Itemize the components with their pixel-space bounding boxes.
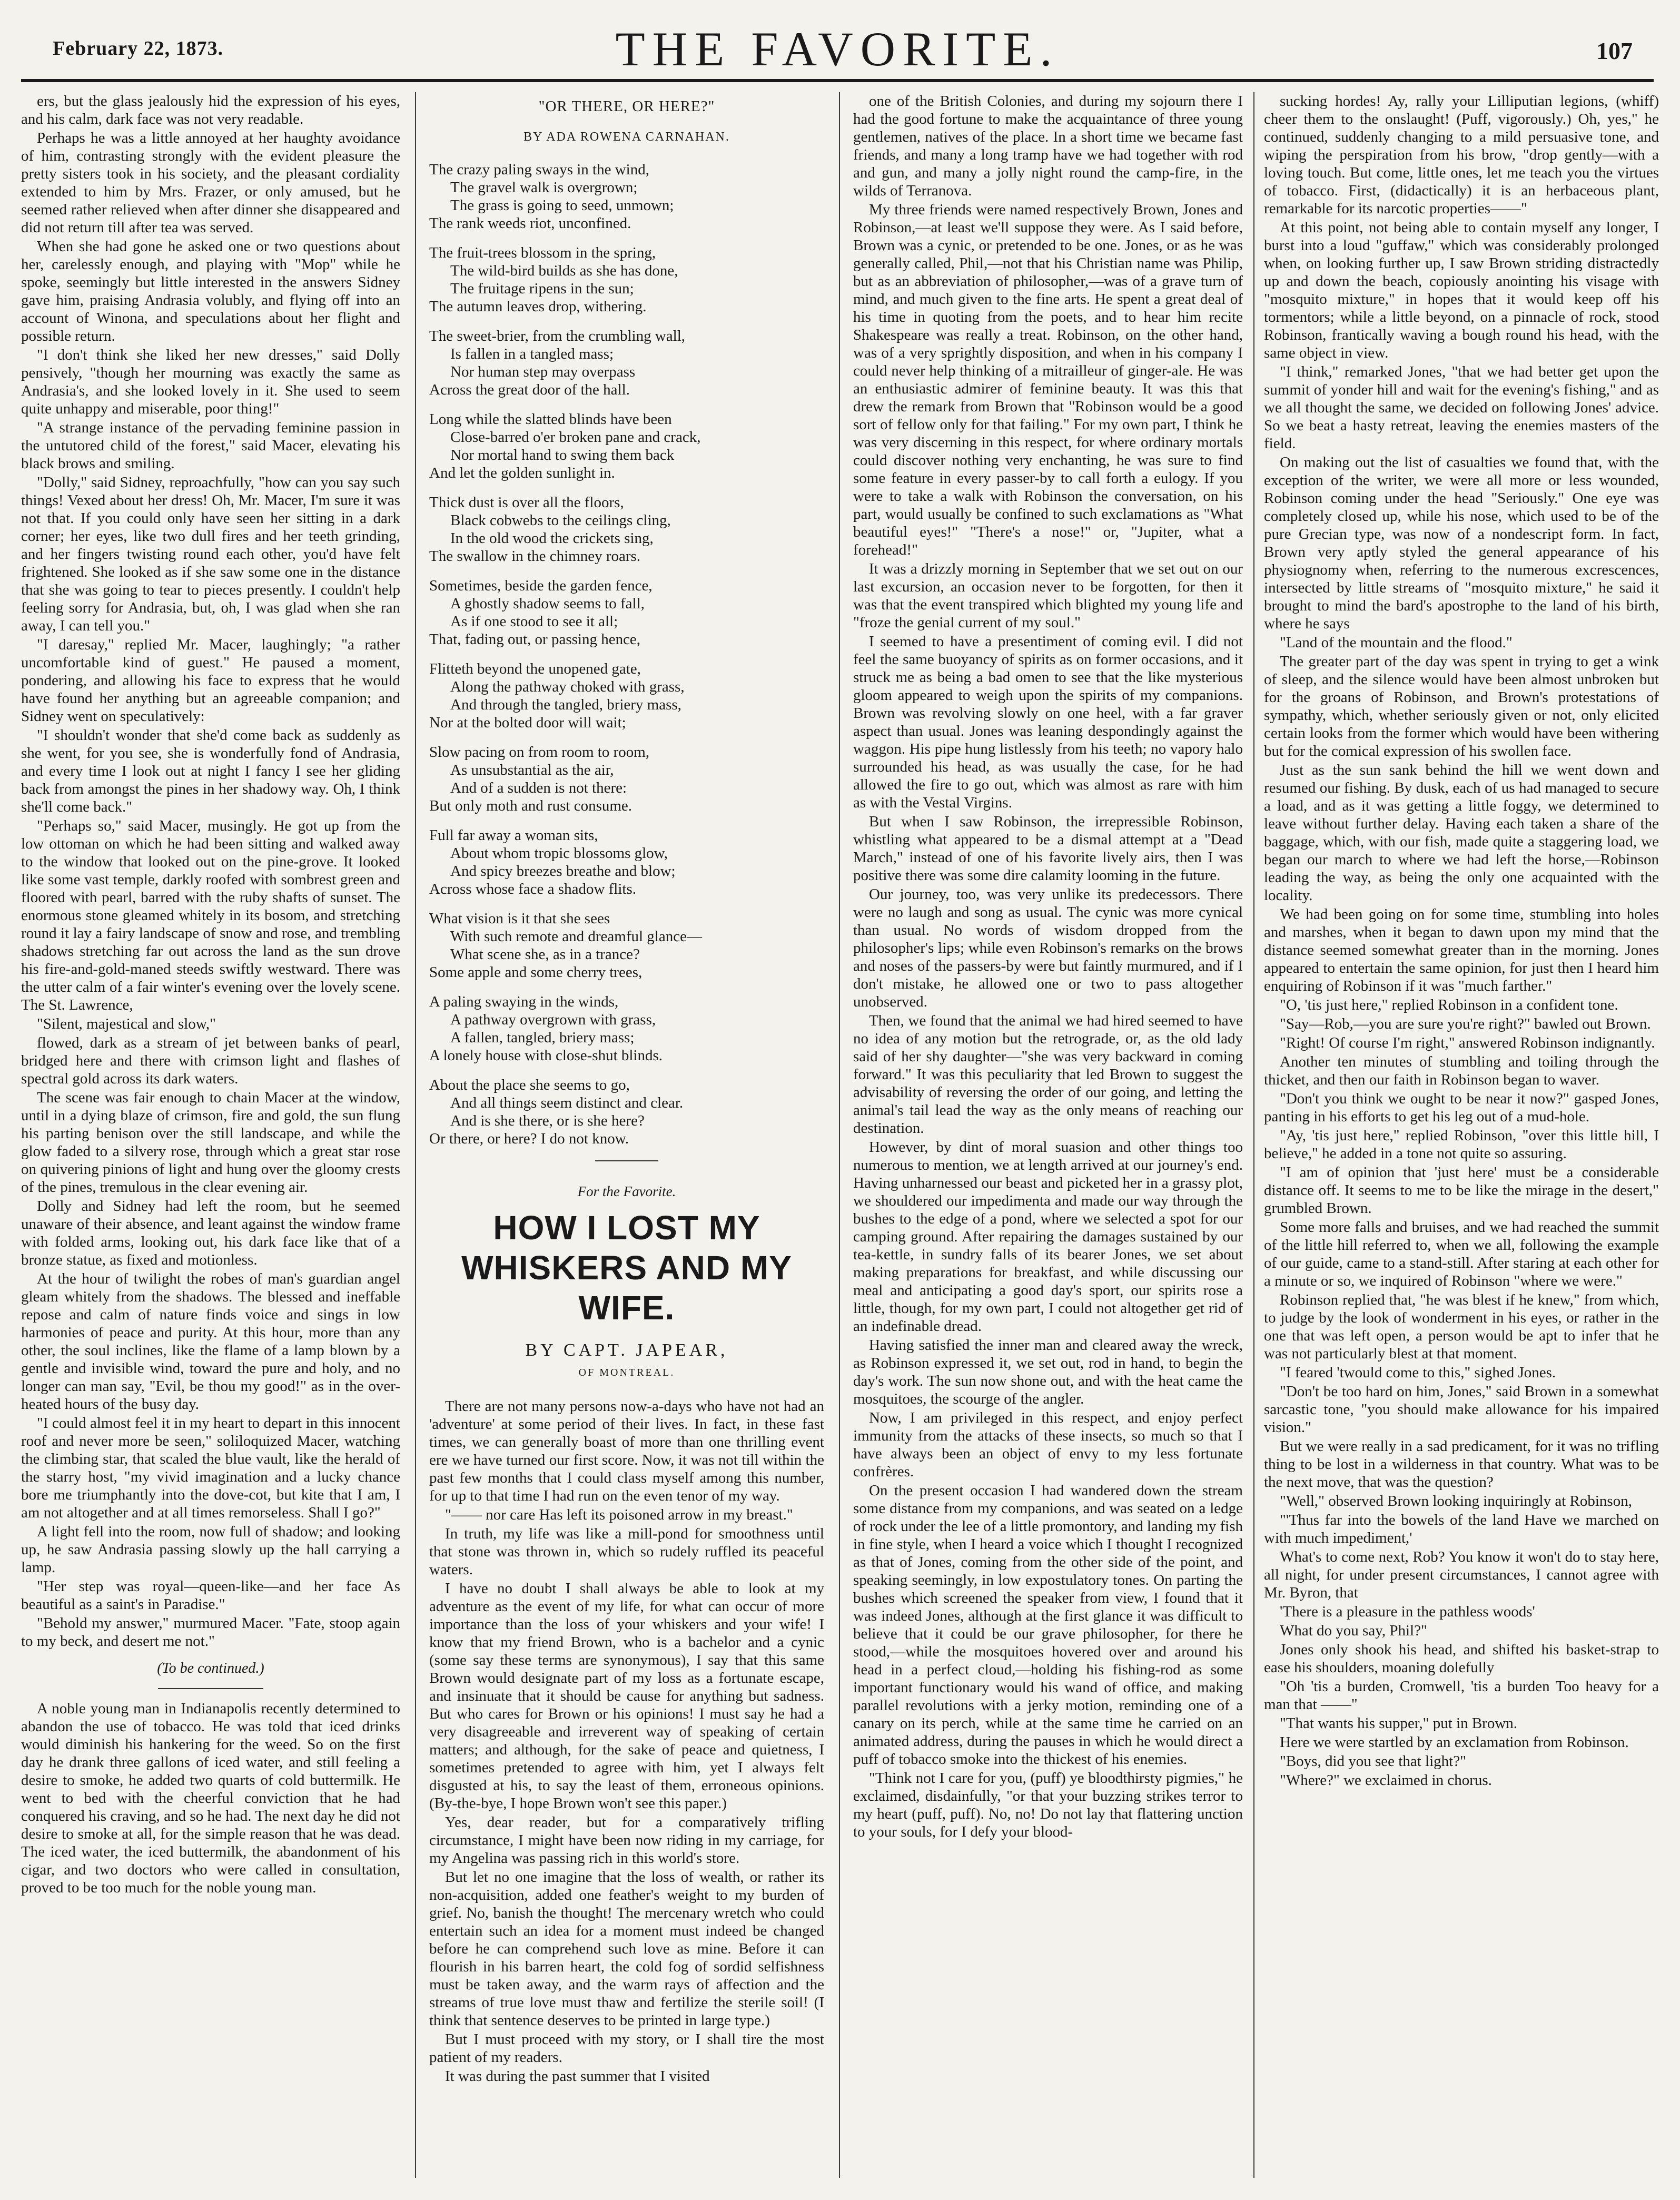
serial-text [21, 92, 400, 1650]
poem-line: Nor at the bolted door will wait; [429, 714, 626, 731]
poem-stanza [429, 743, 824, 815]
paragraph: Then, we found that the animal we had hired seemed to have no idea of any motion but the retrograde, or, as the old lady said of her shy daughter—"she was very backward in coming forward." It was this peculiarity that led Brown to suggest the advisability of reversing the order of our going, and letting the animal's tail lead the way as the only means of reaching our destination. [853, 1012, 1243, 1137]
filler-paragraph: A noble young man in Indianapolis recently determined to abandon the use of tobacco. He was told that iced drinks would diminish his hankering for the weed. So on the first day he drank three gallons of iced water, and still feeling a desire to smoke, he added two quarts of cold buttermilk. He went to bed with the cheerful conviction that he had conquered his craving, and so he had. The next day he did not desire to smoke at all, for the simple reason that he was dead. The iced water, the iced buttermilk, the abandonment of his cigar, and two doctors who were called in consultation, proved to be too much for the noble young man. [21, 1700, 400, 1896]
story-text [1264, 92, 1659, 1789]
paragraph: Another ten minutes of stumbling and toiling through the thicket, and then our faith in Robinson began to waver. [1264, 1053, 1659, 1088]
poem-line: In the old wood the crickets sing, [450, 530, 654, 547]
poem-line: Nor mortal hand to swing them back [450, 447, 675, 463]
paragraph: It was a drizzly morning in September that we set out on our last excursion, an occasion never to be forgotten, for then it was that the event transpired which blighted my young life and "froze the genial current of my soul." [853, 560, 1243, 631]
poem-stanza [429, 993, 824, 1064]
poem-stanza [429, 327, 824, 399]
paragraph: "I could almost feel it in my heart to depart in this innocent roof and never more be seen," soliloquized Macer, watching the climbing star, that scaled the blue vault, like the herald of the starry host, "my vivid imagination and a lucky chance bore me triumphantly into the dove-cot, but kite that I am, I am not altogether and at all times remorseless. Shall I go?" [21, 1415, 400, 1521]
paragraph: "Ay, 'tis just here," replied Robinson, "over this little hill, I believe," he added in a tone not quite so assuring. [1264, 1127, 1659, 1162]
paragraph: one of the British Colonies, and during my sojourn there I had the good fortune to make the acquaintance of three young gentlemen, natives of the place. In a short time we became fast friends, and many a long tramp have we had together with rod and gun, and many a jolly night round the camp-fire, in the wilds of Terranova. [853, 93, 1243, 199]
paragraph: Robinson replied that, "he was blest if he knew," from which, to judge by the look of wonderment in his eyes, or rather in the one that was left open, a person would be apt to infer that he was not particularly blest at that moment. [1264, 1291, 1659, 1362]
column-rule [839, 92, 840, 2178]
poem-title: "OR THERE, OR HERE?" [538, 98, 715, 115]
column-4 [1264, 92, 1659, 2178]
poem-line: And of a sudden is not there: [450, 780, 627, 796]
paragraph: "O, 'tis just here," replied Robinson in a confident tone. [1280, 997, 1618, 1013]
poem-line: Thick dust is over all the floors, [429, 494, 624, 511]
paragraph: "—— nor care Has left its poisoned arrow in my breast." [445, 1506, 793, 1523]
to-be-continued: (To be continued.) [157, 1660, 264, 1676]
poem-line: About whom tropic blossoms glow, [450, 845, 668, 862]
poem-line: Black cobwebs to the ceilings cling, [450, 512, 671, 529]
poem-line: A lonely house with close-shut blinds. [429, 1047, 663, 1064]
poem-stanza [429, 494, 824, 565]
paragraph: Now, I am privileged in this respect, and enjoy perfect immunity from the attacks of these insects, so much so that I have always been an object of envy to my less fortunate confrères. [853, 1409, 1243, 1480]
poem-stanza [429, 161, 824, 232]
paragraph: I have no doubt I shall always be able to look at my adventure as the event of my life, for what can occur of more importance than the loss of your whiskers and your wife! I know that my friend Brown, who is a bachelor and a cynic (some say these terms are synonymous), I say that this same Brown would designate part of my loss as a fortunate escape, and insinuate that it should be cause for anything but sadness. But who cares for Brown or his opinions! I must say he had a very disagreeable and irreverent way of speaking of certain matters; and although, for the sake of peace and quietness, I sometimes pretended to agree with him, yet I always felt disgusted at his, to say the least of them, erroneous opinions. (By-the-bye, I hope Brown won't see this paper.) [429, 1580, 824, 1812]
poem-line: Slow pacing on from room to room, [429, 744, 650, 761]
poem-line: And through the tangled, briery mass, [450, 696, 681, 713]
poem-line: Close-barred o'er broken pane and crack, [450, 429, 701, 446]
poem-line: Nor human step may overpass [450, 363, 636, 380]
poem-line: Long while the slatted blinds have been [429, 411, 672, 428]
story-byline: BY CAPT. JAPEAR, [525, 1340, 728, 1360]
paragraph: "I don't think she liked her new dresses," said Dolly pensively, "though her mourning was exactly the same as Andrasia's, and she looked lovely in it. She used to seem quite unhappy and miserable, poor thing!" [21, 347, 400, 417]
poem-stanza [429, 1076, 824, 1148]
paragraph: "Land of the mountain and the flood." [1280, 634, 1513, 651]
poem-line: As if one stood to see it all; [450, 613, 618, 630]
poem-line: The rank weeds riot, unconfined. [429, 215, 631, 232]
paragraph: "Say—Rob,—you are sure you're right?" bawled out Brown. [1280, 1015, 1651, 1032]
poem-line: But only moth and rust consume. [429, 797, 633, 814]
paragraph: "I feared 'twould come to this," sighed Jones. [1280, 1364, 1556, 1381]
poem-line: Is fallen in a tangled mass; [450, 346, 614, 362]
paragraph: What's to come next, Rob? You know it won't do to stay here, all night, for under present circumstances, I cannot agree with Mr. Byron, that [1264, 1548, 1659, 1601]
column-1 [21, 92, 400, 2178]
poem-body [429, 161, 824, 1148]
poem-stanza [429, 410, 824, 482]
paragraph: "I daresay," replied Mr. Macer, laughingly; "a rather uncomfortable kind of guest." He paused a moment, pondering, and allowing his face to express that he would have found her anything but an agreeable companion; and Sidney went on speculatively: [21, 636, 400, 725]
paragraph: "I am of opinion that 'just here' must be a considerable distance off. It seems to me to be like the mirage in the desert," grumbled Brown. [1264, 1164, 1659, 1217]
paragraph: But we were really in a sad predicament, for it was no trifling thing to be lost in a wilderness in that country. What was to be the next move, that was the question? [1264, 1438, 1659, 1491]
poem-line: And spicy breezes breathe and blow; [450, 863, 676, 880]
paragraph: But I must proceed with my story, or I shall tire the most patient of my readers. [429, 2031, 824, 2066]
poem-stanza [429, 577, 824, 648]
paragraph: "Where?" we exclaimed in chorus. [1280, 1772, 1492, 1789]
poem-line: What vision is it that she sees [429, 910, 610, 927]
paragraph: But when I saw Robinson, the irrepressible Robinson, whistling what appeared to be a dismal attempt at a "Dead March," instead of one of his favorite lively airs, then I was positive there was some dire calamity looming in the future. [853, 813, 1243, 884]
poem-line: The swallow in the chimney roars. [429, 548, 641, 565]
poem-line: As unsubstantial as the air, [450, 762, 614, 778]
poem-line: What scene she, as in a trance? [450, 946, 640, 963]
paragraph: The scene was fair enough to chain Macer at the window, until in a dying blaze of crimson, fire and gold, the sun flung his parting benison over the still landscape, and while the glow faded to a silvery rose, through which a great star rose on quivering pinions of light and hung over the gloomy crests of the pines, tremulous in the clear evening air. [21, 1089, 400, 1196]
paragraph: In truth, my life was like a mill-pond for smoothness until that stone was thrown in, which so rudely ruffled its peaceful waters. [429, 1525, 824, 1578]
poem-stanza [429, 660, 824, 732]
poem-line: The gravel walk is overgrown; [450, 179, 638, 196]
paragraph: Perhaps he was a little annoyed at her haughty avoidance of him, contrasting strongly with the evident pleasure the pretty sisters took in his society, and the pleasant cordiality extended to him by Mrs. Frazer, or only amused, but he seemed rather relieved when after dinner she disappeared and did not return till after tea was served. [21, 130, 400, 236]
column-2 [429, 92, 824, 2178]
paragraph: On the present occasion I had wandered down the stream some distance from my companions, and was seated on a ledge of rock under the lee of a little promontory, and landing my fish in fine style, when I heard a voice which I thought I recognized as that of Jones, coming from the other side of the point, and speaking seemingly, in low expostulatory tones. On parting the bushes which screened the speaker from view, I found that it was indeed Jones, although at the first glance it was difficult to believe that it could be our grave philosopher, for there he stood,—while the mosquitoes hovered over and around his head in a perfect cloud,—holding his fishing-rod as some important functionary would his wand of office, and making parallel revolutions with a jerky motion, reminding one of a canary on its perch, while at the same time he carried on an animated address, during the pauses in which he would direct a puff of tobacco smoke into the thickest of his enemies. [853, 1482, 1243, 1768]
poem-line: The sweet-brier, from the crumbling wall, [429, 328, 686, 344]
poem-line: The fruit-trees blossom in the spring, [429, 244, 656, 261]
poem-line: A pathway overgrown with grass, [450, 1011, 656, 1028]
poem-line: Sometimes, beside the garden fence, [429, 577, 653, 594]
publication-title: THE FAVORITE. [615, 22, 1060, 76]
poem-line: Across whose face a shadow flits. [429, 881, 637, 897]
column-rule [415, 92, 416, 2178]
paragraph: "Think not I care for you, (puff) ye bloodthirsty pigmies," he exclaimed, disdainfully, "or that your buzzing strikes terror to my heart (puff, puff). No, no! Do not lay that flattering unction to your souls, for I defy your blood- [853, 1770, 1243, 1840]
paragraph: "That wants his supper," put in Brown. [1280, 1715, 1518, 1732]
paragraph: "Oh 'tis a burden, Cromwell, 'tis a burden Too heavy for a man that ——" [1264, 1678, 1659, 1713]
story-origin: OF MONTREAL. [578, 1367, 675, 1378]
poem-line: The crazy paling sways in the wind, [429, 161, 649, 178]
poem-line: About the place she seems to go, [429, 1077, 630, 1093]
paragraph: "Perhaps so," said Macer, musingly. He got up from the low ottoman on which he had been sitting and walked away to the window that looked out on the pine-grove. It looked like some vast temple, darkly roofed with sombrest green and floored with pearl, barred with the ruby shafts of sunset. The enormous stone gleamed whitely in its bosom, and stretching round it lay a fairy landscape of snow and rose, and trembling shadows stretching far out across the land as the sun drove his fire-and-gold-maned steeds swiftly westward. There was the utter calm of a fair winter's evening over the lovely scene. The St. Lawrence, [21, 817, 400, 1013]
poem-line: A paling swaying in the winds, [429, 993, 619, 1010]
paragraph: ers, but the glass jealously hid the expression of his eyes, and his calm, dark face was not very readable. [21, 93, 400, 127]
poem-byline: BY ADA ROWENA CARNAHAN. [523, 130, 730, 144]
paragraph: Just as the sun sank behind the hill we went down and resumed our fishing. By dusk, each of us had managed to secure a load, and as it was getting a little foggy, we determined to leave without further delay. Having each taken a share of the baggage, which, with our fish, made quite a staggering load, we began our march to where we had left the horse,—Robinson leading the way, as being the only one acquainted with the locality. [1264, 762, 1659, 904]
poem-line: The wild-bird builds as she has done, [450, 262, 678, 279]
poem-line: Flitteth beyond the unopened gate, [429, 660, 641, 677]
poem-line: And all things seem distinct and clear. [450, 1094, 684, 1111]
paragraph: On making out the list of casualties we found that, with the exception of the writer, we were all more or less wounded, Robinson coming under the head "Seriously." One eye was completely closed up, while his nose, which used to be of the pure Grecian type, was now of a nondescript form. In fact, Brown very aptly styled the general appearance of his physiognomy when, referring to the numerous excrescences, intersected by little streams of "mosquito mixture," he said it brought to mind the bard's apostrophe to the land of his birth, where he says [1264, 454, 1659, 632]
paragraph: But let no one imagine that the loss of wealth, or rather its non-acquisition, added one feather's weight to my burden of grief. No, banish the thought! The mercenary wretch who could entertain such an idea for a moment must indeed be changed before he can comprehend such love as mine. Before it can flourish in his barren heart, the cold fog of sordid selfishness must be taken away, and the warm rays of affection and the streams of true love must thaw and fertilize the sterile soil! (I think that sentence deserves to be printed in large type.) [429, 1869, 824, 2029]
paragraph: Here we were startled by an exclamation from Robinson. [1280, 1734, 1629, 1751]
paragraph: When she had gone he asked one or two questions about her, carelessly enough, and playing with "Mop" while he spoke, seemingly but little interested in the answers Sidney gave him, praising Andrasia volubly, and flying off into an account of Winona, and speculations about her flight and possible return. [21, 238, 400, 344]
paragraph: Some more falls and bruises, and we had reached the summit of the little hill referred to, when we all, following the example of our guide, came to a stand-still. After staring at each other for a minute or so, we inquired of Robinson "where we were." [1264, 1219, 1659, 1289]
paragraph: Having satisfied the inner man and cleared away the wreck, as Robinson expressed it, we set out, rod in hand, to begin the day's work. The sun now shone out, and with the heat came the mosquitoes, the scourge of the angler. [853, 1337, 1243, 1407]
poem-line: Across the great door of the hall. [429, 381, 630, 398]
paragraph: "Dolly," said Sidney, reproachfully, "how can you say such things! Vexed about her dress! Oh, Mr. Macer, I'm sure it was not that. If you could only have seen her sitting in a dark corner; her eyes, like two dull fires and her teeth grinding, and her fingers twisting round each other, you'd have felt frightened. She looked as if she saw some one in the distance that she was going to tear to pieces presently. I couldn't help feeling sorry for Andrasia, but, oh, I was glad when she ran away, I can tell you." [21, 474, 400, 634]
paragraph: Jones only shook his head, and shifted his basket-strap to ease his shoulders, moaning dolefully [1264, 1641, 1659, 1676]
paragraph: "A strange instance of the pervading feminine passion in the untutored child of the forest," said Macer, elevating his black brows and smiling. [21, 419, 400, 472]
poem-line: With such remote and dreamful glance— [450, 928, 702, 945]
paragraph: "Boys, did you see that light?" [1280, 1753, 1466, 1770]
poem-line: The grass is going to seed, unmown; [450, 197, 674, 214]
paragraph: "'Thus far into the bowels of the land Have we marched on with much impediment,' [1264, 1512, 1659, 1546]
section-divider [595, 1160, 658, 1161]
story-title: HOW I LOST MY WHISKERS AND MY WIFE. [461, 1209, 792, 1327]
paragraph: sucking hordes! Ay, rally your Lilliputian legions, (whiff) cheer them to the onslaught! (Puff, vigorously.) Oh, yes," he continued, suddenly changing to a mild persuasive tone, and wiping the perspiration from his brow, "drop gently—with a loving touch. But come, little ones, let me teach you the virtues of tobacco. First, (didactically) it is an herbaceous plant, remarkable for its narcotic properties——" [1264, 93, 1659, 217]
paragraph: "Behold my answer," murmured Macer. "Fate, stoop again to my beck, and desert me not." [21, 1615, 400, 1650]
paragraph: There are not many persons now-a-days who have not had an 'adventure' at some period of their lives. In fact, in these fast times, we can generally boast of more than one thrilling event ere we have turned our first score. Now, it was not till within the past few months that I could class myself among this number, for up to that time I had run on the even tenor of my way. [429, 1398, 824, 1504]
poem-line: Some apple and some cherry trees, [429, 964, 643, 981]
paragraph: At the hour of twilight the robes of man's guardian angel gleam whitely from the shadows. The blessed and ineffable repose and calm of nature finds voice and sings in low harmonies of peace and purity. At this hour, more than any other, the soul inclines, like the flame of a lamp blown by a gentle and invisible wind, toward the pure and holy, and no longer can man say, "Evil, be thou my good!" as in the over-heated hours of the busy day. [21, 1270, 400, 1413]
paragraph: The greater part of the day was spent in trying to get a wink of sleep, and the silence would have been almost unbroken but for the groans of Robinson, and Brown's protestations of sympathy, which, whether seriously given or not, only elicited certain looks from the former which would have been withering but for the comical expression of his swollen face. [1264, 653, 1659, 759]
paragraph: flowed, dark as a stream of jet between banks of pearl, bridged here and there with crimson light and flashes of spectral gold across its dark waters. [21, 1034, 400, 1087]
poem-line: A fallen, tangled, briery mass; [450, 1029, 635, 1046]
paragraph: "Don't you think we ought to be near it now?" gasped Jones, panting in his efforts to get his leg out of a mud-hole. [1264, 1090, 1659, 1125]
paragraph: "I think," remarked Jones, "that we had better get upon the summit of yonder hill and wait for the evening's fishing," and as we all thought the same, we decided on following Jones' advice. So we beat a hasty retreat, leaving the enemies masters of the field. [1264, 363, 1659, 452]
paragraph: I seemed to have a presentiment of coming evil. I did not feel the same buoyancy of spirits as on former occasions, and it struck me as being a bad omen to see that the like mysterious gloom appeared to weigh upon the spirits of my companions. Brown was revolving slowly on one heel, with a far graver aspect than usual. Jones was leaning despondingly against the waggon. His pipe hung listlessly from his teeth; no vapory halo surrounded his head, as was usually the case, for he had allowed the fire to go out, which was almost as rare with him as with the Vestal Virgins. [853, 633, 1243, 811]
paragraph: A light fell into the room, now full of shadow; and looking up, he saw Andrasia passing slowly up the hall carrying a lamp. [21, 1523, 400, 1576]
paragraph: "Well," observed Brown looking inquiringly at Robinson, [1280, 1493, 1632, 1510]
paragraph: We had been going on for some time, stumbling into holes and marshes, when it began to dawn upon my mind that the distance seemed somewhat greater than in the morning. Jones appeared to entertain the same opinion, for just then I heard him enquiring of Robinson if it was "much farther." [1264, 906, 1659, 994]
section-divider [158, 1688, 263, 1689]
masthead [21, 21, 1654, 82]
paragraph: Yes, dear reader, but for a comparatively trifling circumstance, I might have been now riding in my carriage, for my Angelina was passing rich in this world's store. [429, 1814, 824, 1867]
poem-stanza [429, 826, 824, 898]
poem-line: The fruitage ripens in the sun; [450, 280, 634, 297]
paragraph: It was during the past summer that I visited [445, 2068, 710, 2085]
poem-line: A ghostly shadow seems to fall, [450, 595, 645, 612]
paragraph: However, by dint of moral suasion and other things too numerous to mention, we at length arrived at our journey's end. Having unharnessed our beast and picketed her in a grassy plot, we shouldered our impedimenta and made our way through the bushes to the edge of a pond, where we selected a spot for our camping ground. After repairing the damages sustained by our tea-kettle, in sundry falls of its bearer Jones, we set about making preparations for breakfast, and while discussing our meal and anticipating a good day's sport, our spirits rose a little, though, for my own part, I could not altogether get rid of an indefinable dread. [853, 1139, 1243, 1335]
issue-date: February 22, 1873. [53, 37, 224, 60]
paragraph: "Silent, majestical and slow," [37, 1015, 216, 1032]
paragraph: My three friends were named respectively Brown, Jones and Robinson,—at least we'll suppose they were. As I said before, Brown was a cynic, or pretended to be one. Jones, or as he was generally called, Phil,—not that his Christian name was Philip, but as an abbreviation of philosopher,—was of a grave turn of mind, and much given to the fine arts. He spent a great deal of his time in quoting from the poets, and to hear him recite Shakespeare was really a treat. Robinson, on the other hand, was of a very sprightly disposition, and when in his company I could never help thinking of a mitrailleur of ginger-ale. He was an enthusiastic admirer of feminine beauty. It was this that drew the remark from Brown that "Robinson would be a good sort of fellow only for that failing." For my own part, I think he was very discerning in this respect, for where ordinary mortals could discover nothing very enchanting, he was sure to find some feature in every passer-by to call forth a eulogy. If you were to take a walk with Robinson the conversation, on his part, would usually be confined to such exclamations as "What beautiful eyes!" "There's a nose!" or, "Jupiter, what a forehead!" [853, 201, 1243, 558]
paragraph: "Right! Of course I'm right," answered Robinson indignantly. [1280, 1034, 1655, 1051]
poem-line: That, fading out, or passing hence, [429, 631, 641, 648]
paragraph: "I shouldn't wonder that she'd come back as suddenly as she went, for you see, she is wonderfully fond of Andrasia, and every time I look out at night I fancy I see her gliding back from amongst the pines in her shadowy way. Oh, I think she'll come back." [21, 727, 400, 815]
poem-line: And is she there, or is she here? [450, 1112, 645, 1129]
poem-line: Along the pathway choked with grass, [450, 678, 685, 695]
story-text [429, 1397, 824, 2085]
poem-line: And let the golden sunlight in. [429, 465, 615, 481]
paragraph: "Don't be too hard on him, Jones," said Brown in a somewhat sarcastic tone, "you should make allowance for his impaired vision." [1264, 1383, 1659, 1436]
page-number: 107 [1596, 37, 1633, 64]
paragraph: 'There is a pleasure in the pathless woods' [1280, 1603, 1535, 1620]
paragraph: What do you say, Phil?" [1280, 1622, 1427, 1639]
paragraph: "Her step was royal—queen-like—and her face As beautiful as a saint's in Paradise." [21, 1578, 400, 1613]
story-text [853, 92, 1243, 1841]
poem-line: Full far away a woman sits, [429, 827, 598, 844]
paragraph: At this point, not being able to contain myself any longer, I burst into a loud "guffaw," which was considerably prolonged when, on looking further up, I saw Brown striding distractedly up and down the beach, copiously anointing his visage with "mosquito mixture," in hopes that it would keep off his tormentors; while a little beyond, on a pinnacle of rock, stood Robinson, frantically waving a bough round his head, with the same object in view. [1264, 219, 1659, 361]
poem-line: The autumn leaves drop, withering. [429, 298, 647, 315]
poem-stanza [429, 244, 824, 315]
column-3 [853, 92, 1243, 2178]
poem-stanza [429, 910, 824, 981]
poem-line: Or there, or here? I do not know. [429, 1130, 629, 1147]
paragraph: Our journey, too, was very unlike its predecessors. There were no laugh and song as usual. The cynic was more cynical than usual. No words of wisdom dropped from the philosopher's lips; while even Robinson's remarks on the brows and noses of the passers-by were but faintly murmured, and if I don't mistake, he allowed one or two to pass altogether unobserved. [853, 886, 1243, 1010]
story-kicker: For the Favorite. [577, 1183, 676, 1199]
column-rule [1253, 92, 1254, 2178]
paragraph: Dolly and Sidney had left the room, but he seemed unaware of their absence, and leant against the window frame with folded arms, looking out, his dark face like that of a bronze statue, as fixed and motionless. [21, 1198, 400, 1268]
